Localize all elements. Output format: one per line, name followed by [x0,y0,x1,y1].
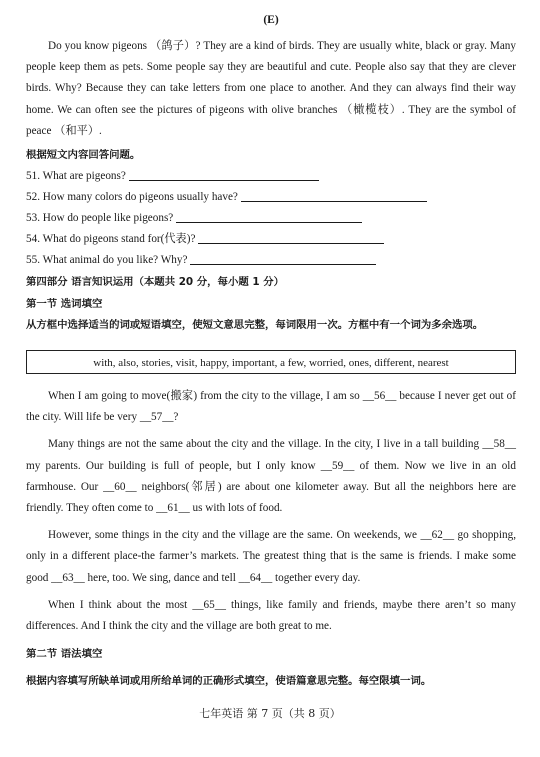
answer-blank[interactable] [190,252,376,265]
reading-passage: Do you know pigeons （鸽子）? They are a kind of birds. They are usually white, black or gray. Many people keep them as pets. Some people say they are beautiful and cute. People also say that they are clever birds. Why? Because they can take letters from one place to another. And they can always find their way home. We can often see the pictures of pigeons with olive branches （橄榄枝）. They are the symbol of peace （和平）. [26,40,516,137]
question-51 [26,166,516,187]
question-text: 51. What are pigeons? [26,170,126,183]
section-two-title: 第二节 语法填空 [26,648,103,661]
cloze-paragraph: When I am going to move(搬家) from the city to the village, I am so __56__ because I never get out of the city. Will life be very __57__? [26,390,516,424]
answer-blank[interactable] [241,189,427,202]
part-four-title: 第四部分 语言知识运用（本题共 20 分，每小题 1 分） [26,276,284,289]
question-53 [26,208,516,229]
question-54 [26,229,516,250]
questions-title: 根据短文内容回答问题。 [26,149,141,162]
cloze-paragraph: When I think about the most __65__ things, like family and friends, maybe there aren’t so many differences. And I think the city and the village are both great to me. [26,598,516,633]
question-text: 52. How many colors do pigeons usually have? [26,191,238,204]
section-one-title: 第一节 选词填空 [26,298,103,311]
answer-blank[interactable] [176,210,362,223]
question-text: 54. What do pigeons stand for(代表)? [26,233,196,246]
question-52 [26,187,516,208]
question-text: 53. How do people like pigeons? [26,212,174,225]
question-55 [26,250,516,271]
question-text: 55. What animal do you like? Why? [26,254,188,267]
question-list [26,166,516,271]
cloze-passage [26,386,516,637]
cloze-paragraph: However, some things in the city and the village are the same. On weekends, we __62__ go shopping, only in a different place-the farmer’s markets. The greatest thing that is the same is friends. I make some good __63__ here, too. We sing, dance and tell __64__ together every day. [26,529,516,584]
answer-blank[interactable] [129,168,319,181]
section-two-instruction: 根据内容填写所缺单词或用所给单词的正确形式填空，使语篇意思完整。每空限填一词。 [26,675,432,688]
section-mark: (E) [263,14,279,26]
section-one-instruction: 从方框中选择适当的词或短语填空，使短文意思完整，每词限用一次。方框中有一个词为多余选项。 [26,319,484,332]
page-footer: 七年英语 第 7 页（共 8 页） [199,707,341,720]
answer-blank[interactable] [198,231,384,244]
cloze-paragraph: Many things are not the same about the city and the village. In the city, I live in a tall building __58__ my parents. Our building is full of people, but I only know __59__ of them. Now we live in an old farmhouse. Our __60__ neighbors(邻居) are about one kilometer away. But all the neighbors here are friendly. They often come to __61__ us with lots of food. [26,438,516,515]
word-bank-box: with, also, stories, visit, happy, important, a few, worried, ones, different, nearest [26,350,516,374]
